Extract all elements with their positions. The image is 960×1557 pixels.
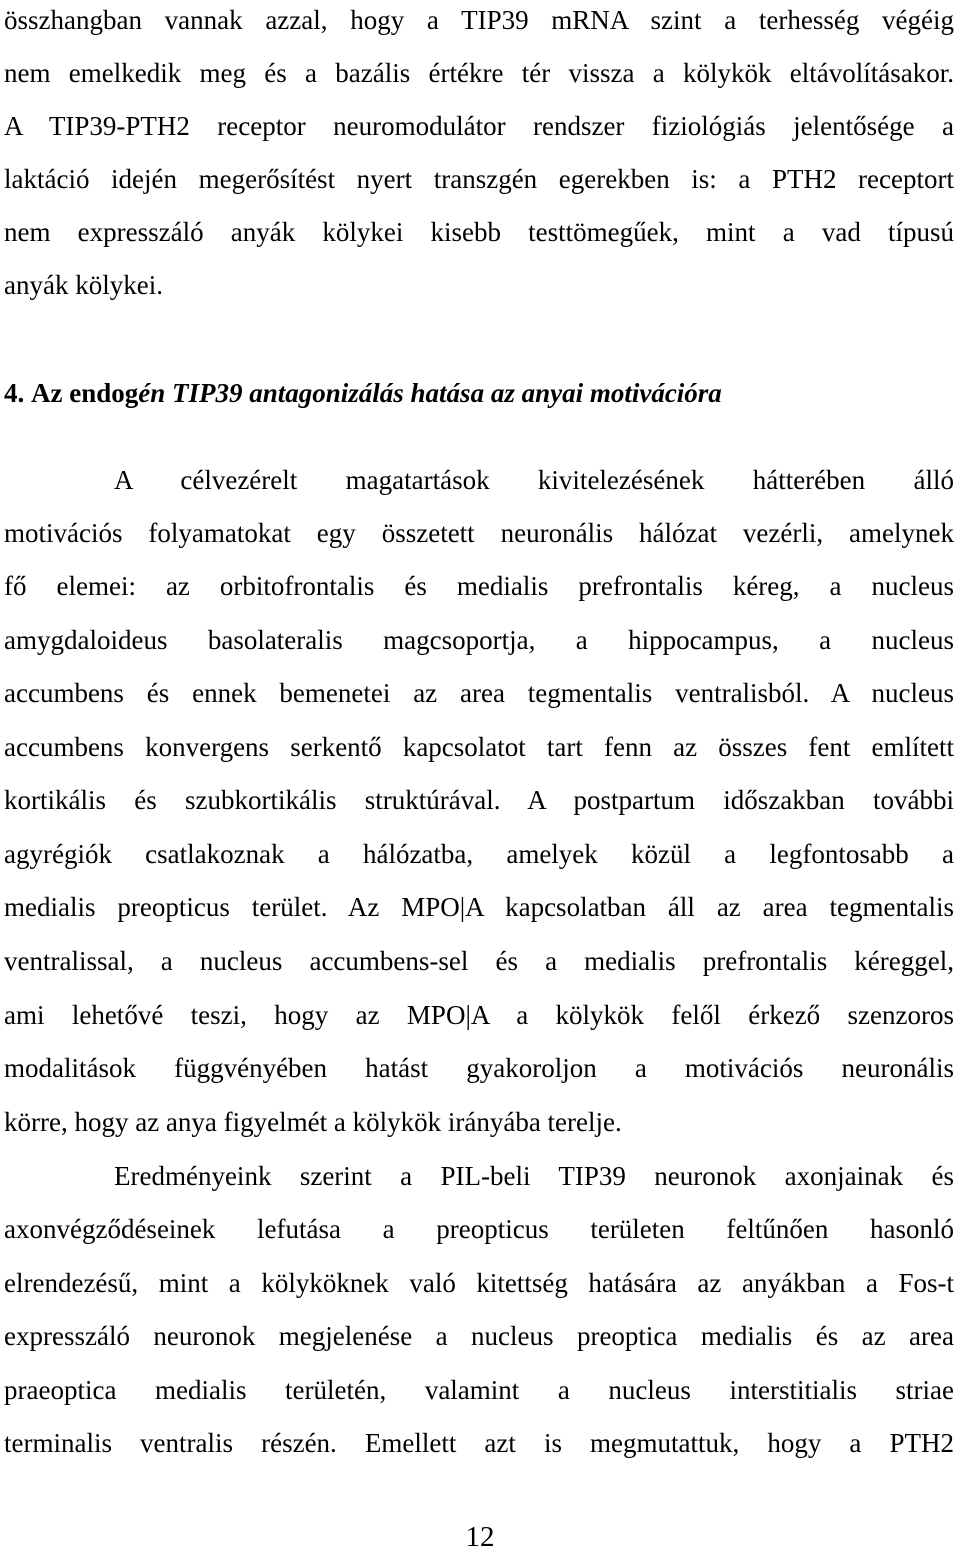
text-line: praeoptica medialis területén, valamint a nucleus interstitialis striae — [4, 1375, 954, 1405]
section-title-italic: én TIP39 antagonizálás hatása az anyai motivációra — [138, 378, 722, 408]
text-line: körre, hogy az anya figyelmét a kölykök irányába terelje. — [4, 1107, 622, 1137]
text-line: elrendezésű, mint a kölyköknek való kitettség hatására az anyákban a Fos-t — [4, 1268, 954, 1298]
text-line: nem emelkedik meg és a bazális értékre tér vissza a kölykök eltávolításakor. — [4, 58, 954, 88]
text-line: accumbens és ennek bemenetei az area tegmentalis ventralisból. A nucleus — [4, 678, 954, 708]
text-line: laktáció idején megerősítést nyert transzgén egerekben is: a PTH2 receptort — [4, 164, 954, 194]
text-line: medialis preopticus terület. Az MPO|A kapcsolatban áll az area tegmentalis — [4, 892, 954, 922]
text-line: összhangban vannak azzal, hogy a TIP39 mRNA szint a terhesség végéig — [4, 5, 954, 35]
text-line: agyrégiók csatlakoznak a hálózatba, amelyek közül a legfontosabb a — [4, 839, 954, 869]
section-title-upright: Az endog — [31, 378, 139, 408]
page-number: 12 — [465, 1521, 495, 1553]
text-line: Eredményeink szerint a PIL-beli TIP39 neuronok axonjainak és — [114, 1161, 954, 1191]
text-line: kortikális és szubkortikális struktúrával. A postpartum időszakban további — [4, 785, 954, 815]
text-line: fő elemei: az orbitofrontalis és medialis prefrontalis kéreg, a nucleus — [4, 571, 954, 601]
text-line: nem expresszáló anyák kölykei kisebb testtömegűek, mint a vad típusú — [4, 217, 954, 247]
text-line: A TIP39-PTH2 receptor neuromodulátor rendszer fiziológiás jelentősége a — [4, 111, 954, 141]
text-line: motivációs folyamatokat egy összetett neuronális hálózat vezérli, amelynek — [4, 518, 954, 548]
text-line: modalitások függvényében hatást gyakoroljon a motivációs neuronális — [4, 1053, 954, 1083]
text-line: A célvezérelt magatartások kivitelezésének hátterében álló — [114, 465, 954, 495]
text-line: terminalis ventralis részén. Emellett azt is megmutattuk, hogy a PTH2 — [4, 1428, 954, 1458]
text-line: ventralissal, a nucleus accumbens-sel és a medialis prefrontalis kéreggel, — [4, 946, 954, 976]
section-number: 4. — [4, 378, 25, 408]
text-line: axonvégződéseinek lefutása a preopticus területen feltűnően hasonló — [4, 1214, 954, 1244]
text-line: amygdaloideus basolateralis magcsoportja, a hippocampus, a nucleus — [4, 625, 954, 655]
text-line: ami lehetővé teszi, hogy az MPO|A a kölykök felől érkező szenzoros — [4, 1000, 954, 1030]
text-line: accumbens konvergens serkentő kapcsolatot tart fenn az összes fent említett — [4, 732, 954, 762]
text-line: anyák kölykei. — [4, 270, 163, 300]
text-line: expresszáló neuronok megjelenése a nucleus preoptica medialis és az area — [4, 1321, 954, 1351]
section-heading — [4, 373, 722, 413]
